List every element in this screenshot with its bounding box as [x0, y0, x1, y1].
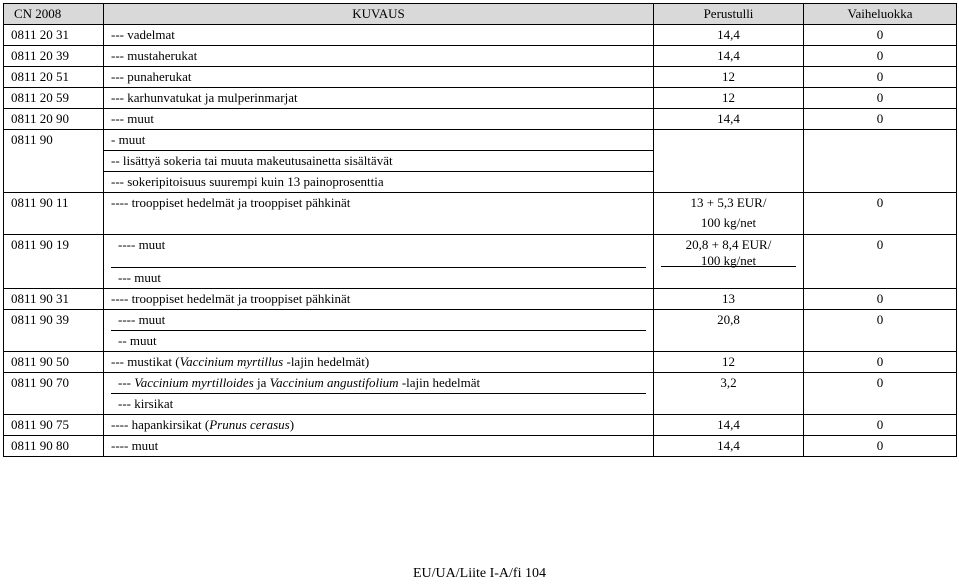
description-line	[111, 373, 646, 393]
description: --- sokeripitoisuus suurempi kuin 13 painoprosenttia	[104, 172, 654, 193]
table-row	[4, 25, 957, 46]
description-line: ---- muut	[118, 237, 166, 252]
description	[104, 310, 654, 352]
table-row	[4, 193, 957, 235]
description-text: ---	[118, 375, 135, 390]
base-rate: 3,2	[654, 373, 804, 415]
page-footer: EU/UA/Liite I-A/fi 104	[413, 566, 546, 581]
stage	[804, 130, 957, 193]
stage: 0	[804, 310, 957, 352]
cn-code: 0811 90 39	[4, 310, 104, 352]
table-header-row	[4, 4, 957, 25]
empty-cell	[661, 267, 796, 287]
table-row	[4, 67, 957, 88]
description: --- muut	[104, 109, 654, 130]
base-rate: 12	[654, 352, 804, 373]
species-name: Vaccinium myrtillus	[179, 354, 284, 369]
base-rate-cell	[661, 235, 796, 267]
description-subheading: --- kirsikat	[111, 393, 646, 414]
base-rate	[654, 235, 804, 289]
cn-code: 0811 90 11	[4, 193, 104, 235]
cn-code: 0811 20 39	[4, 46, 104, 67]
description-text: ---- hapankirsikat (	[111, 417, 210, 432]
stage: 0	[804, 289, 957, 310]
cn-code: 0811 20 90	[4, 109, 104, 130]
description-text: -lajin hedelmät	[398, 375, 481, 390]
cn-code: 0811 20 59	[4, 88, 104, 109]
cn-code: 0811 20 31	[4, 25, 104, 46]
table-row	[4, 373, 957, 415]
table-row	[4, 415, 957, 436]
stage: 0	[804, 88, 957, 109]
base-rate: 12	[654, 67, 804, 88]
description: -- lisättyä sokeria tai muuta makeutusainetta sisältävät	[104, 151, 654, 172]
description-subheading: --- muut	[111, 267, 646, 288]
description-line: ---- muut	[118, 312, 166, 327]
cn-code: 0811 90 31	[4, 289, 104, 310]
stage: 0	[804, 352, 957, 373]
cn-code: 0811 90 80	[4, 436, 104, 457]
stage: 0	[804, 415, 957, 436]
base-rate: 14,4	[654, 415, 804, 436]
base-rate: 13	[654, 289, 804, 310]
stage: 0	[804, 109, 957, 130]
stage: 0	[804, 25, 957, 46]
base-rate: 14,4	[654, 109, 804, 130]
stage: 0	[804, 193, 957, 235]
header-stage: Vaiheluokka	[804, 4, 957, 25]
stage: 0	[804, 235, 957, 289]
description: ---- trooppiset hedelmät ja trooppiset pähkinät	[104, 289, 654, 310]
stage: 0	[804, 46, 957, 67]
description: --- punaherukat	[104, 67, 654, 88]
description-text: ja	[253, 375, 270, 390]
header-base-rate: Perustulli	[654, 4, 804, 25]
table-row	[4, 436, 957, 457]
description-text: )	[289, 417, 295, 432]
table-row	[4, 46, 957, 67]
description	[104, 373, 654, 415]
description: --- karhunvatukat ja mulperinmarjat	[104, 88, 654, 109]
stage: 0	[804, 67, 957, 88]
description	[104, 235, 654, 289]
cn-code: 0811 20 51	[4, 67, 104, 88]
base-rate	[654, 193, 804, 235]
cn-code: 0811 90	[4, 130, 104, 193]
description: --- mustaherukat	[104, 46, 654, 67]
description: --- vadelmat	[104, 25, 654, 46]
description: ---- trooppiset hedelmät ja trooppiset pähkinät	[104, 193, 654, 235]
base-rate: 14,4	[654, 25, 804, 46]
base-rate-line: 20,8 + 8,4 EUR/	[685, 237, 772, 252]
base-rate	[654, 130, 804, 193]
description	[104, 415, 654, 436]
species-name: Prunus cerasus	[209, 417, 290, 432]
table-row	[4, 235, 957, 289]
description: - muut	[104, 130, 654, 151]
base-rate-unit: 100 kg/net	[700, 253, 757, 268]
header-cn: CN 2008	[4, 4, 104, 25]
base-rate: 12	[654, 88, 804, 109]
base-rate: 20,8	[654, 310, 804, 352]
table-row	[4, 130, 957, 151]
cn-code: 0811 90 75	[4, 415, 104, 436]
species-name: Vaccinium angustifolium	[269, 375, 399, 390]
table-row	[4, 289, 957, 310]
description-text: --- mustikat (	[111, 354, 180, 369]
header-description: KUVAUS	[104, 4, 654, 25]
description: ---- muut	[104, 436, 654, 457]
cn-code: 0811 90 19	[4, 235, 104, 289]
stage: 0	[804, 436, 957, 457]
table-row	[4, 88, 957, 109]
table-row	[4, 109, 957, 130]
cn-code: 0811 90 70	[4, 373, 104, 415]
table-row	[4, 310, 957, 352]
base-rate-line: 13 + 5,3 EUR/	[690, 195, 767, 210]
table-row	[4, 352, 957, 373]
description-subheading: -- muut	[111, 330, 646, 351]
cn-code: 0811 90 50	[4, 352, 104, 373]
stage: 0	[804, 373, 957, 415]
description	[104, 352, 654, 373]
species-name: Vaccinium myrtilloides	[134, 375, 254, 390]
description-text: -lajin hedelmät)	[283, 354, 370, 369]
tariff-table	[3, 3, 957, 457]
base-rate-unit: 100 kg/net	[700, 215, 757, 230]
base-rate: 14,4	[654, 436, 804, 457]
base-rate: 14,4	[654, 46, 804, 67]
